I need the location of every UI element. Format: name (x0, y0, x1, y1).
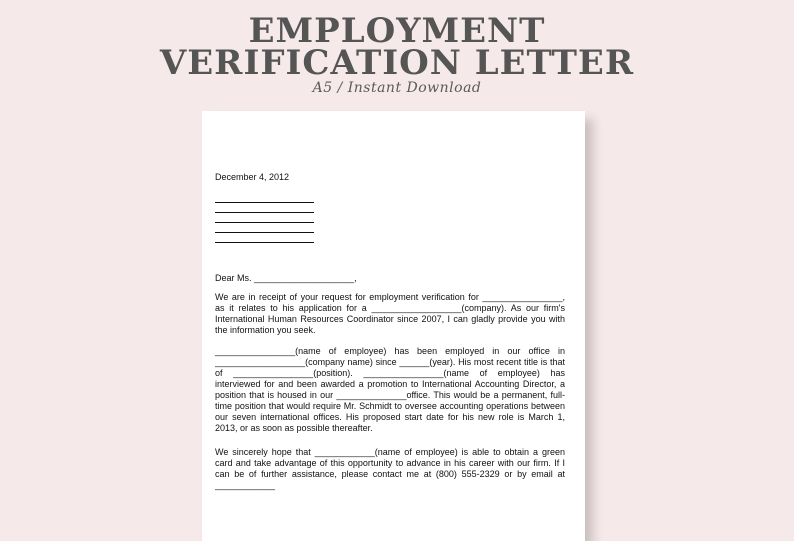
address-blank-line (215, 223, 314, 233)
address-blank-line (215, 203, 314, 213)
paragraph-2: ________________(name of employee) has been employed in our office in __________________(company name) since ______(year). His most recent title is that of ________________(position). ________________(name of employee) has interviewed for and been awarded a promotion to International Accounting Director, a position that is housed in our ______________office. This would be a permanent, full-time position that would require Mr. Schmidt to oversee accounting operations between our seven international offices. His proposed start date for his new role is March 1, 2013, or as soon as possible thereafter. (215, 346, 565, 433)
title-line-1: EMPLOYMENT (248, 11, 546, 51)
address-blank-line (215, 213, 314, 223)
address-blank-line (215, 233, 314, 243)
recipient-address-block (215, 193, 314, 243)
paragraph-3: We sincerely hope that ____________(name of employee) is able to obtain a green card and take advantage of this opportunity to advance in his career with our firm. If I can be of further assistance, please contact me at (800) 555-2329 or by email at ____________ (215, 447, 565, 490)
letter-page (202, 111, 585, 541)
salutation: Dear Ms. ____________________, (215, 273, 357, 283)
title-line-2: VERIFICATION LETTER (159, 43, 635, 83)
address-blank-line (215, 193, 314, 203)
letter-date: December 4, 2012 (215, 172, 290, 182)
subtitle: A5 / Instant Download (312, 80, 482, 96)
paragraph-1: We are in receipt of your request for employment verification for ________________, as it relates to his application for a __________________(company). As our firm's International Human Resources Coordinator since 2007, I can gladly provide you with the information you seek. (215, 292, 565, 335)
